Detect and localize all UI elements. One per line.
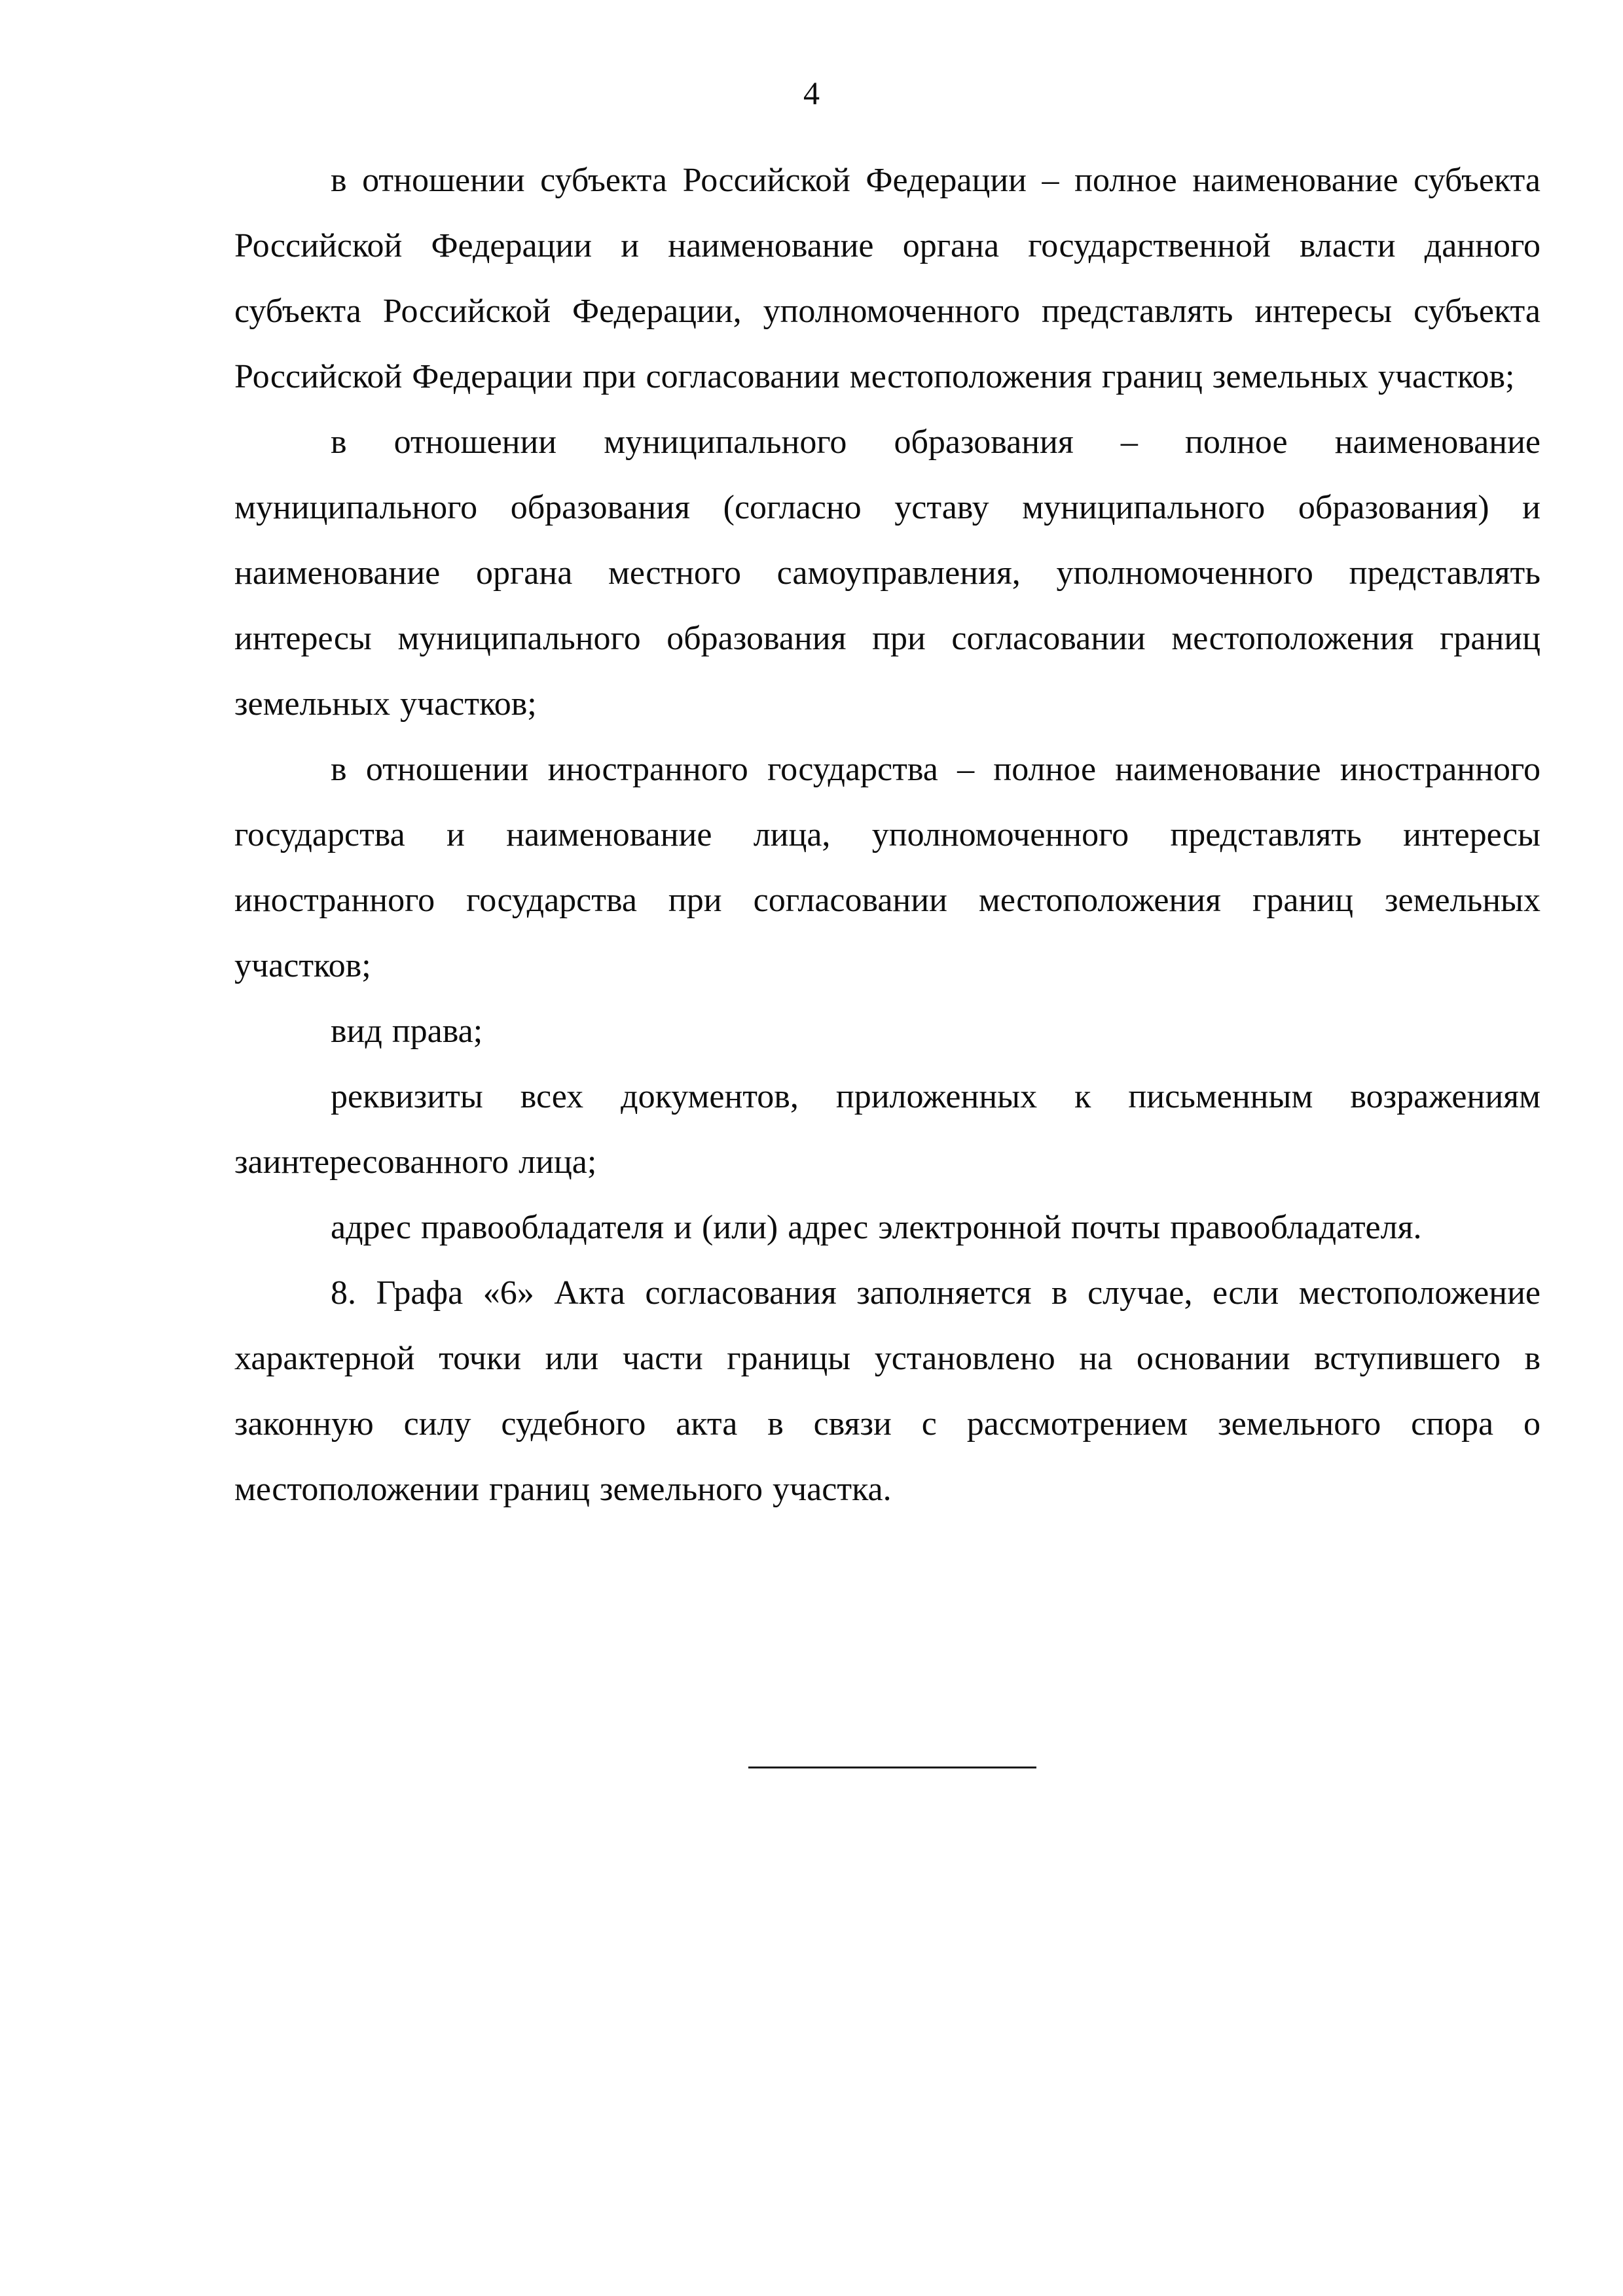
page-number: 4: [803, 75, 820, 111]
document-body: [234, 148, 1541, 1522]
paragraph-subject-rf: в отношении субъекта Российской Федерации – полное наименование субъекта Российской Федерации и наименование органа государственной власти данного субъекта Российской Федерации, уполномоченного представлять интересы субъекта Российской Федерации при согласовании местоположения границ земельных участков;: [234, 162, 1541, 395]
paragraph-owner-address: адрес правообладателя и (или) адрес электронной почты правообладателя.: [331, 1209, 1422, 1246]
paragraph-foreign-state: в отношении иностранного государства – полное наименование иностранного государства и наименование лица, уполномоченного представлять интересы иностранного государства при согласовании местоположения границ земельных участков;: [234, 751, 1541, 984]
paragraph-municipality: в отношении муниципального образования – полное наименование муниципального образования (согласно уставу муниципального образования) и наименование органа местного самоуправления, уполномоченного представлять интересы муниципального образования при согласовании местоположения границ земельных участков;: [234, 423, 1541, 723]
paragraph-item-8: 8. Графа «6» Акта согласования заполняется в случае, если местоположение характерной точки или части границы установлено на основании вступившего в законную силу судебного акта в связи с рассмотрением земельного спора о местоположении границ земельного участка.: [234, 1274, 1541, 1508]
paragraph-document-details: реквизиты всех документов, приложенных к письменным возражениям заинтересованного лица;: [234, 1078, 1541, 1181]
end-of-document-rule: [748, 1767, 1036, 1768]
paragraph-type-of-right: вид права;: [331, 1013, 483, 1050]
